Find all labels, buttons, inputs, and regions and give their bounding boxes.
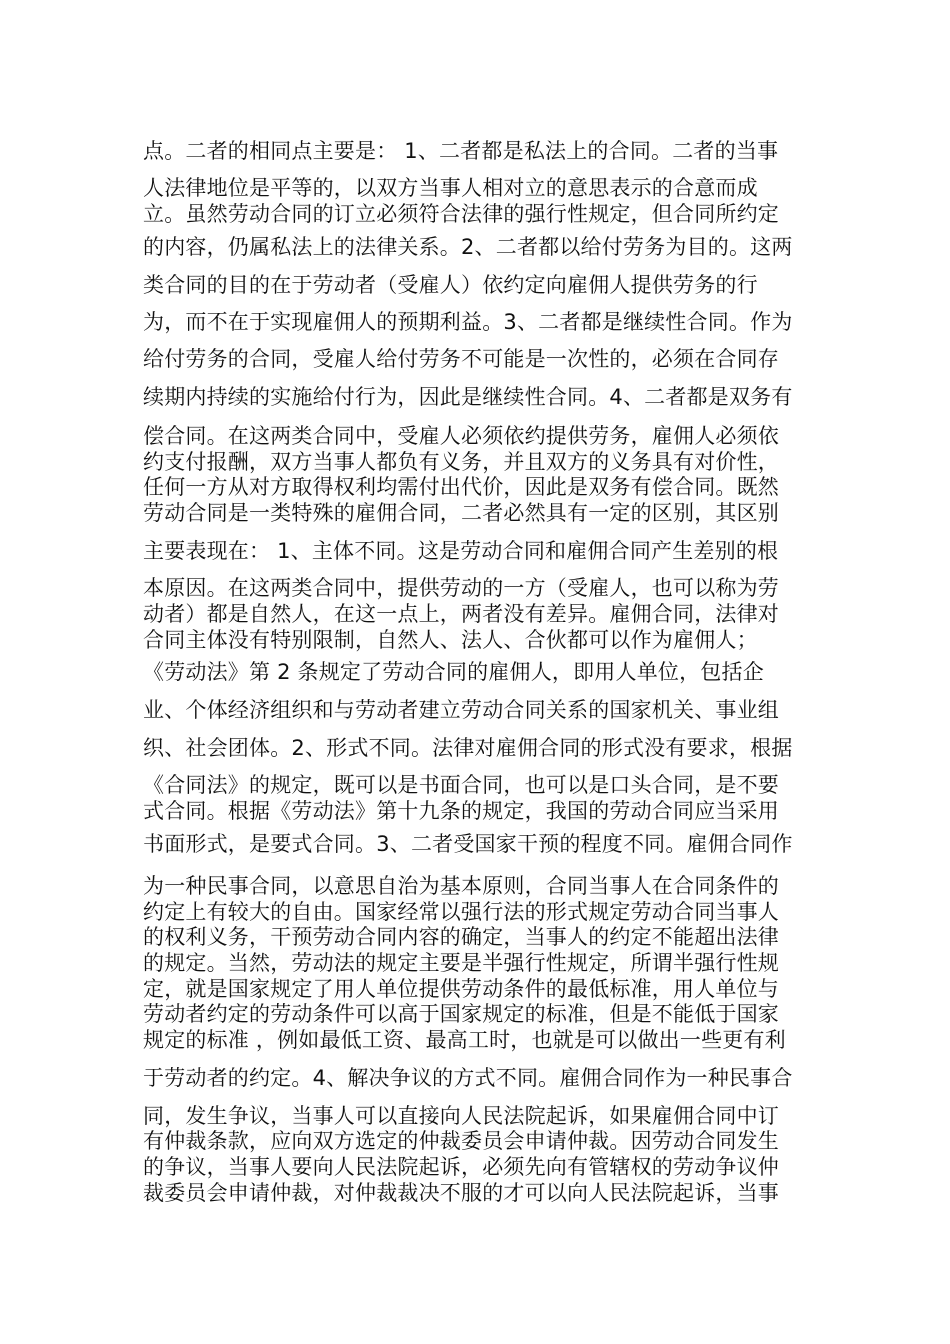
- text-line: 类合同的目的在于劳动者（受雇人）依约定向雇佣人提供劳务的行: [143, 273, 758, 297]
- text-line: 为一种民事合同，以意思自治为基本原则，合同当事人在合同条件的: [143, 874, 779, 898]
- text-line: 的争议，当事人要向人民法院起诉，必须先向有管辖权的劳动争议仲: [143, 1155, 779, 1179]
- text-line: 劳动合同是一类特殊的雇佣合同，二者必然具有一定的区别，其区别: [143, 501, 779, 525]
- text-line: 偿合同。在这两类合同中，受雇人必须依约提供劳务，雇佣人必须依: [143, 424, 779, 448]
- text-line: 《合同法》的规定，既可以是书面合同，也可以是口头合同，是不要: [143, 773, 779, 797]
- text-line: 定，就是国家规定了用人单位提供劳动条件的最低标准，用人单位与: [143, 977, 779, 1001]
- text-line: 约定上有较大的自由。国家经常以强行法的形式规定劳动合同当事人: [143, 900, 779, 924]
- text-line: 规定的标准 ，例如最低工资、最高工时，也就是可以做出一些更有利: [143, 1028, 786, 1052]
- text-line: 的规定。当然，劳动法的规定主要是半强行性规定，所谓半强行性规: [143, 951, 779, 975]
- text-line: 的权利义务，干预劳动合同内容的确定，当事人的约定不能超出法律: [143, 925, 779, 949]
- text-line: 劳动者约定的劳动条件可以高于国家规定的标准，但是不能低于国家: [143, 1002, 779, 1026]
- text-line: 织、社会团体。2、形式不同。法律对雇佣合同的形式没有要求，根据: [143, 736, 793, 760]
- text-line: 的内容，仍属私法上的法律关系。2、二者都以给付劳务为目的。这两: [143, 235, 793, 259]
- text-line: 续期内持续的实施给付行为，因此是继续性合同。4、二者都是双务有: [143, 385, 793, 409]
- text-line: 点。二者的相同点主要是： 1、二者都是私法上的合同。二者的当事: [143, 139, 779, 163]
- text-line: 本原因。在这两类合同中，提供劳动的一方（受雇人，也可以称为劳: [143, 576, 779, 600]
- text-line: 有仲裁条款，应向双方选定的仲裁委员会申请仲裁。因劳动合同发生: [143, 1129, 779, 1153]
- text-line: 裁委员会申请仲裁，对仲裁裁决不服的才可以向人民法院起诉，当事: [143, 1181, 779, 1205]
- text-line: 为，而不在于实现雇佣人的预期利益。3、二者都是继续性合同。作为: [143, 310, 793, 334]
- text-line: 动者）都是自然人，在这一点上，两者没有差异。雇佣合同，法律对: [143, 602, 779, 626]
- text-line: 于劳动者的约定。4、解决争议的方式不同。雇佣合同作为一种民事合: [143, 1066, 793, 1090]
- text-line: 给付劳务的合同，受雇人给付劳务不可能是一次性的，必须在合同存: [143, 347, 779, 371]
- text-line: 式合同。根据《劳动法》第十九条的规定，我国的劳动合同应当采用: [143, 799, 779, 823]
- text-line: 合同主体没有特别限制，自然人、法人、合伙都可以作为雇佣人；: [143, 628, 758, 652]
- text-line: 立。虽然劳动合同的订立必须符合法律的强行性规定，但合同所约定: [143, 202, 779, 226]
- text-line: 任何一方从对方取得权利均需付出代价，因此是双务有偿合同。既然: [143, 475, 779, 499]
- text-line: 业、个体经济组织和与劳动者建立劳动合同关系的国家机关、事业组: [143, 698, 779, 722]
- text-line: 主要表现在： 1、主体不同。这是劳动合同和雇佣合同产生差别的根: [143, 539, 779, 563]
- text-line: 《劳动法》第 2 条规定了劳动合同的雇佣人，即用人单位，包括企: [143, 660, 764, 684]
- text-line: 书面形式，是要式合同。3、二者受国家干预的程度不同。雇佣合同作: [143, 832, 793, 856]
- text-line: 约支付报酬，双方当事人都负有义务，并且双方的义务具有对价性，: [143, 450, 779, 474]
- text-line: 同，发生争议，当事人可以直接向人民法院起诉，如果雇佣合同中订: [143, 1104, 779, 1128]
- text-line: 人法律地位是平等的，以双方当事人相对立的意思表示的合意而成: [143, 176, 758, 200]
